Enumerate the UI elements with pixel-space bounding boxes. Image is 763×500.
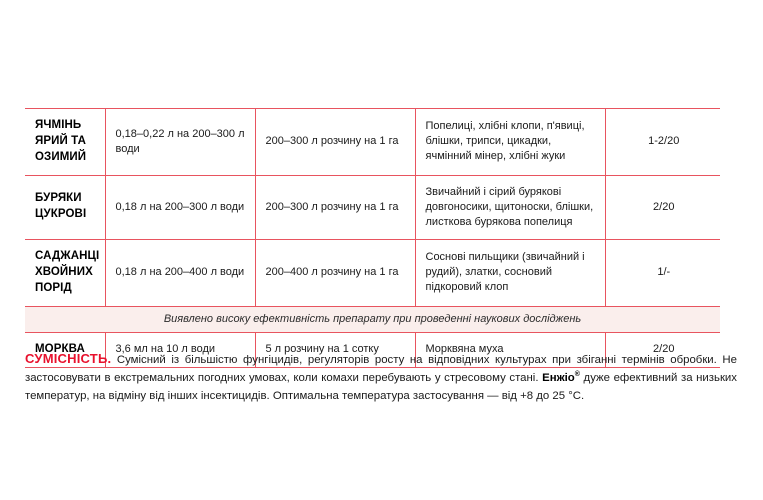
compatibility-paragraph	[25, 349, 737, 405]
target-pests-cell: Попелиці, хлібні клопи, п'явиці, блішки, трипси, цикадки, ячмінний мінер, хлібні жуки	[415, 109, 605, 176]
treatment-rate-cell: 1/-	[605, 240, 720, 307]
crop-name-cell: МОРКВА	[25, 332, 105, 367]
crop-name-cell: САДЖАНЦІ ХВОЙНИХ ПОРІД	[25, 240, 105, 307]
table-row	[25, 109, 720, 176]
solution-volume-cell: 200–400 л розчину на 1 га	[255, 240, 415, 307]
dose-cell: 0,18 л на 200–400 л води	[105, 240, 255, 307]
solution-volume-cell: 200–300 л розчину на 1 га	[255, 175, 415, 240]
crop-name-cell: ЯЧМІНЬ ЯРИЙ ТА ОЗИМИЙ	[25, 109, 105, 176]
application-rates-table-wrapper	[25, 108, 720, 368]
research-banner-row	[25, 306, 720, 332]
table-row	[25, 175, 720, 240]
treatment-rate-cell: 2/20	[605, 332, 720, 367]
research-banner-text: Виявлено високу ефективність препарату при проведенні наукових досліджень	[25, 306, 720, 332]
target-pests-cell: Звичайний і сірий бурякові довгоносики, щитоноски, блішки, листкова бурякова попелиця	[415, 175, 605, 240]
treatment-rate-cell: 2/20	[605, 175, 720, 240]
dose-cell: 0,18–0,22 л на 200–300 л води	[105, 109, 255, 176]
dose-cell: 3,6 мл на 10 л води	[105, 332, 255, 367]
dose-cell: 0,18 л на 200–300 л води	[105, 175, 255, 240]
compatibility-text-part-1: Сумісний із більшістю фунгіцидів, регуляторів росту на відповідних культурах при збіганні термінів обробки. Не застосовувати в екстремальних погодних умовах, коли комахи перебувають у стресовому стані.	[25, 354, 737, 385]
compatibility-text-part-2: дуже ефективний за низьких температур, на відміну від інших інсектицидів. Оптимальна температура застосування — від +8 до 25 °C.	[25, 372, 737, 402]
solution-volume-cell: 200–300 л розчину на 1 га	[255, 109, 415, 176]
solution-volume-cell: 5 л розчину на 1 сотку	[255, 332, 415, 367]
treatment-rate-cell: 1-2/20	[605, 109, 720, 176]
application-rates-table	[25, 108, 720, 368]
target-pests-cell: Соснові пильщики (звичайний і рудий), златки, сосновий підкоровий клоп	[415, 240, 605, 307]
crop-name-cell: БУРЯКИ ЦУКРОВІ	[25, 175, 105, 240]
product-brand-name	[542, 372, 580, 384]
compatibility-heading: СУМІСНІСТЬ.	[25, 351, 112, 367]
registered-trademark-icon: ®	[574, 371, 580, 379]
table-row	[25, 240, 720, 307]
brand-label: Енжіо	[542, 372, 575, 385]
target-pests-cell: Морквяна муха	[415, 332, 605, 367]
